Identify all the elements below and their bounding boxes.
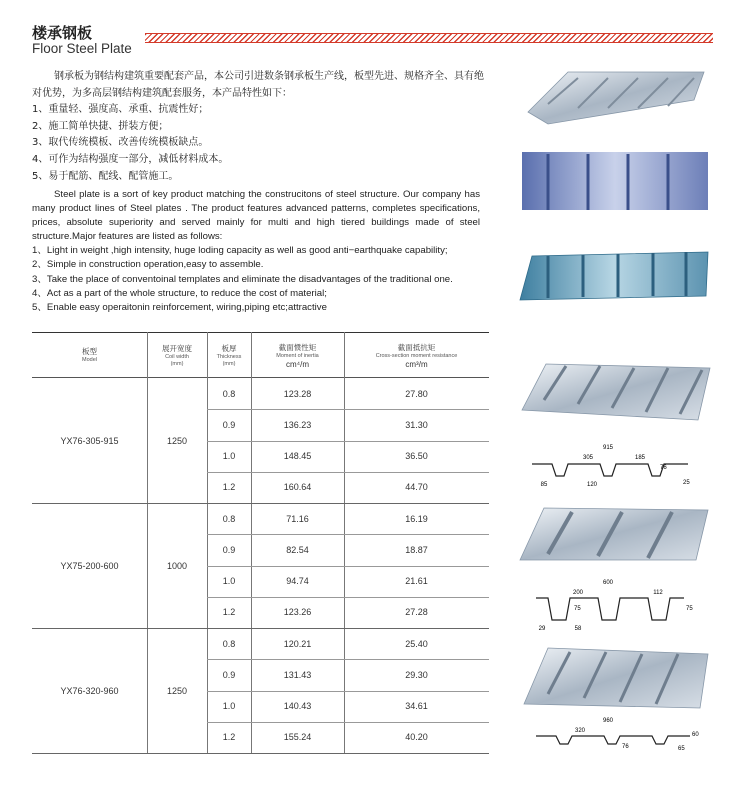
intro-cn-item: 3、取代传统模板、改善传统模板缺点。 — [32, 137, 209, 149]
profile-diagram-3 — [536, 718, 699, 752]
deck-photo-3 — [524, 648, 708, 708]
intro-en-item: 1、Light in weight ,high intensity, huge loding capacity as well as good anti−earthquake capability; — [32, 245, 448, 257]
intro-cn-item: 2、施工简单快捷、拼装方便； — [32, 120, 169, 132]
thickness-cell: 0.9 — [222, 544, 236, 555]
dim-label: 75 — [686, 606, 693, 612]
resistance-cell: 40.20 — [405, 732, 428, 743]
intro-en — [32, 188, 480, 315]
intro-cn-item: 5、易于配筋、配线、配管施工。 — [32, 170, 179, 182]
steel-plate-photo — [522, 152, 708, 210]
resistance-cell: 27.80 — [405, 388, 428, 399]
thickness-cell: 0.8 — [222, 638, 236, 649]
resistance-cell: 25.40 — [405, 638, 428, 649]
dim-label: 120 — [586, 482, 598, 488]
dim-label: 76 — [660, 465, 667, 471]
dim-label: 200 — [572, 590, 584, 596]
inertia-cell: 148.45 — [283, 451, 312, 462]
resistance-cell: 16.19 — [405, 513, 428, 524]
dim-label: 60 — [692, 732, 699, 738]
model-cell: YX76-305-915 — [60, 435, 119, 446]
resistance-cell: 44.70 — [405, 482, 428, 493]
intro-en-paragraph: Steel plate is a sort of key product matching the construcitons of steel structure. Our company has many product lines of Steel plates . The product features advanced patterns, completes specifications, prices, absolute superiority and served mainly for multi and high tiered buildings made of steel structure.Major features are listed as follows: — [32, 189, 480, 243]
inertia-cell: 140.43 — [283, 701, 312, 712]
model-cell: YX75-200-600 — [60, 560, 119, 571]
dim-label: 25 — [683, 480, 690, 486]
inertia-cell: 94.74 — [286, 576, 309, 587]
resistance-cell: 36.50 — [405, 451, 428, 462]
intro-cn — [32, 69, 492, 185]
inertia-cell: 123.28 — [283, 388, 312, 399]
intro-en-item: 5、Enable easy operaitonin reinforcement, wiring,piping etc;attractive — [32, 301, 327, 313]
resistance-cell: 29.30 — [405, 669, 428, 680]
deck-photo-1 — [522, 364, 710, 420]
intro-cn-item: 4、可作为结构强度一部分，减低材料成本。 — [32, 153, 229, 165]
thickness-cell: 1.0 — [222, 451, 236, 462]
dim-label: 75 — [574, 606, 581, 612]
inertia-cell: 82.54 — [286, 544, 309, 555]
header-model: 板型 Model — [82, 347, 97, 363]
inertia-cell: 155.24 — [283, 732, 312, 743]
deck-photo-2 — [520, 508, 708, 560]
dim-label: 305 — [582, 455, 594, 461]
page-title-en: Floor Steel Plate — [32, 41, 132, 56]
thickness-cell: 1.0 — [222, 701, 236, 712]
intro-cn-paragraph: 钢承板为钢结构建筑重要配套产品，本公司引进数条钢承板生产线，板型先进、规格齐全、具有绝对优势，为多高层钢结构建筑配套服务，本产品特性如下： — [32, 71, 484, 99]
inertia-cell: 160.64 — [283, 482, 312, 493]
group-divider — [32, 753, 489, 754]
dim-label: 600 — [602, 580, 614, 586]
model-cell: YX76-320-960 — [60, 685, 119, 696]
header-hatch-bar — [145, 33, 713, 43]
inertia-cell: 120.21 — [283, 638, 312, 649]
intro-en-item: 4、Act as a part of the whole structure, to reduce the cost of material; — [32, 287, 327, 299]
dim-label: 76 — [622, 744, 629, 750]
thickness-cell: 0.8 — [222, 388, 236, 399]
dim-label: 85 — [540, 482, 548, 488]
thickness-cell: 1.0 — [222, 576, 236, 587]
thickness-cell: 0.9 — [222, 669, 236, 680]
dim-label: 960 — [602, 718, 614, 724]
dim-label: 65 — [678, 746, 685, 752]
thickness-cell: 1.2 — [222, 482, 236, 493]
resistance-cell: 27.28 — [405, 607, 428, 618]
coil-width-cell: 1250 — [166, 435, 188, 446]
header-thickness: 板厚 Thickness (mm) — [216, 343, 242, 367]
thickness-cell: 1.2 — [222, 607, 236, 618]
dim-label: 58 — [574, 626, 582, 632]
resistance-cell: 21.61 — [405, 576, 428, 587]
intro-en-item: 2、Simple in construction operation,easy to assemble. — [32, 259, 264, 271]
dim-label: 320 — [574, 728, 586, 734]
header-inertia: 截面惯性矩 Moment of inertia cm⁴/m — [276, 342, 319, 369]
dim-label: 112 — [653, 590, 663, 596]
profile-diagram-2 — [536, 580, 693, 632]
resistance-cell: 31.30 — [405, 419, 428, 430]
coil-width-cell: 1250 — [166, 685, 188, 696]
dim-label: 29 — [538, 626, 546, 632]
steel-plate-photo — [520, 252, 708, 300]
inertia-cell: 123.26 — [283, 607, 312, 618]
profile-diagram-1 — [532, 445, 690, 488]
dim-label: 915 — [602, 445, 614, 451]
thickness-cell: 1.2 — [222, 732, 236, 743]
intro-cn-item: 1、重量轻、强度高、承重、抗震性好； — [32, 104, 209, 116]
coil-width-cell: 1000 — [166, 560, 188, 571]
table-header — [32, 332, 489, 378]
resistance-cell: 34.61 — [405, 701, 428, 712]
page-title-cn: 楼承钢板 — [32, 24, 93, 42]
product-illustrations — [508, 64, 716, 786]
inertia-cell: 131.43 — [283, 669, 312, 680]
steel-plate-photo — [528, 72, 704, 124]
thickness-cell: 0.8 — [222, 513, 236, 524]
inertia-cell: 136.23 — [283, 419, 312, 430]
header-coil-width: 展开宽度 Coil width (mm) — [162, 343, 192, 367]
dim-label: 185 — [634, 455, 646, 461]
intro-en-item: 3、Take the place of conventoinal templates and eliminate the disadvantages of the traditional one. — [32, 273, 453, 285]
resistance-cell: 18.87 — [405, 544, 428, 555]
inertia-cell: 71.16 — [286, 513, 309, 524]
header-resistance: 截面抵抗矩 Cross-section moment resistance cm³/m — [375, 342, 458, 369]
thickness-cell: 0.9 — [222, 419, 236, 430]
